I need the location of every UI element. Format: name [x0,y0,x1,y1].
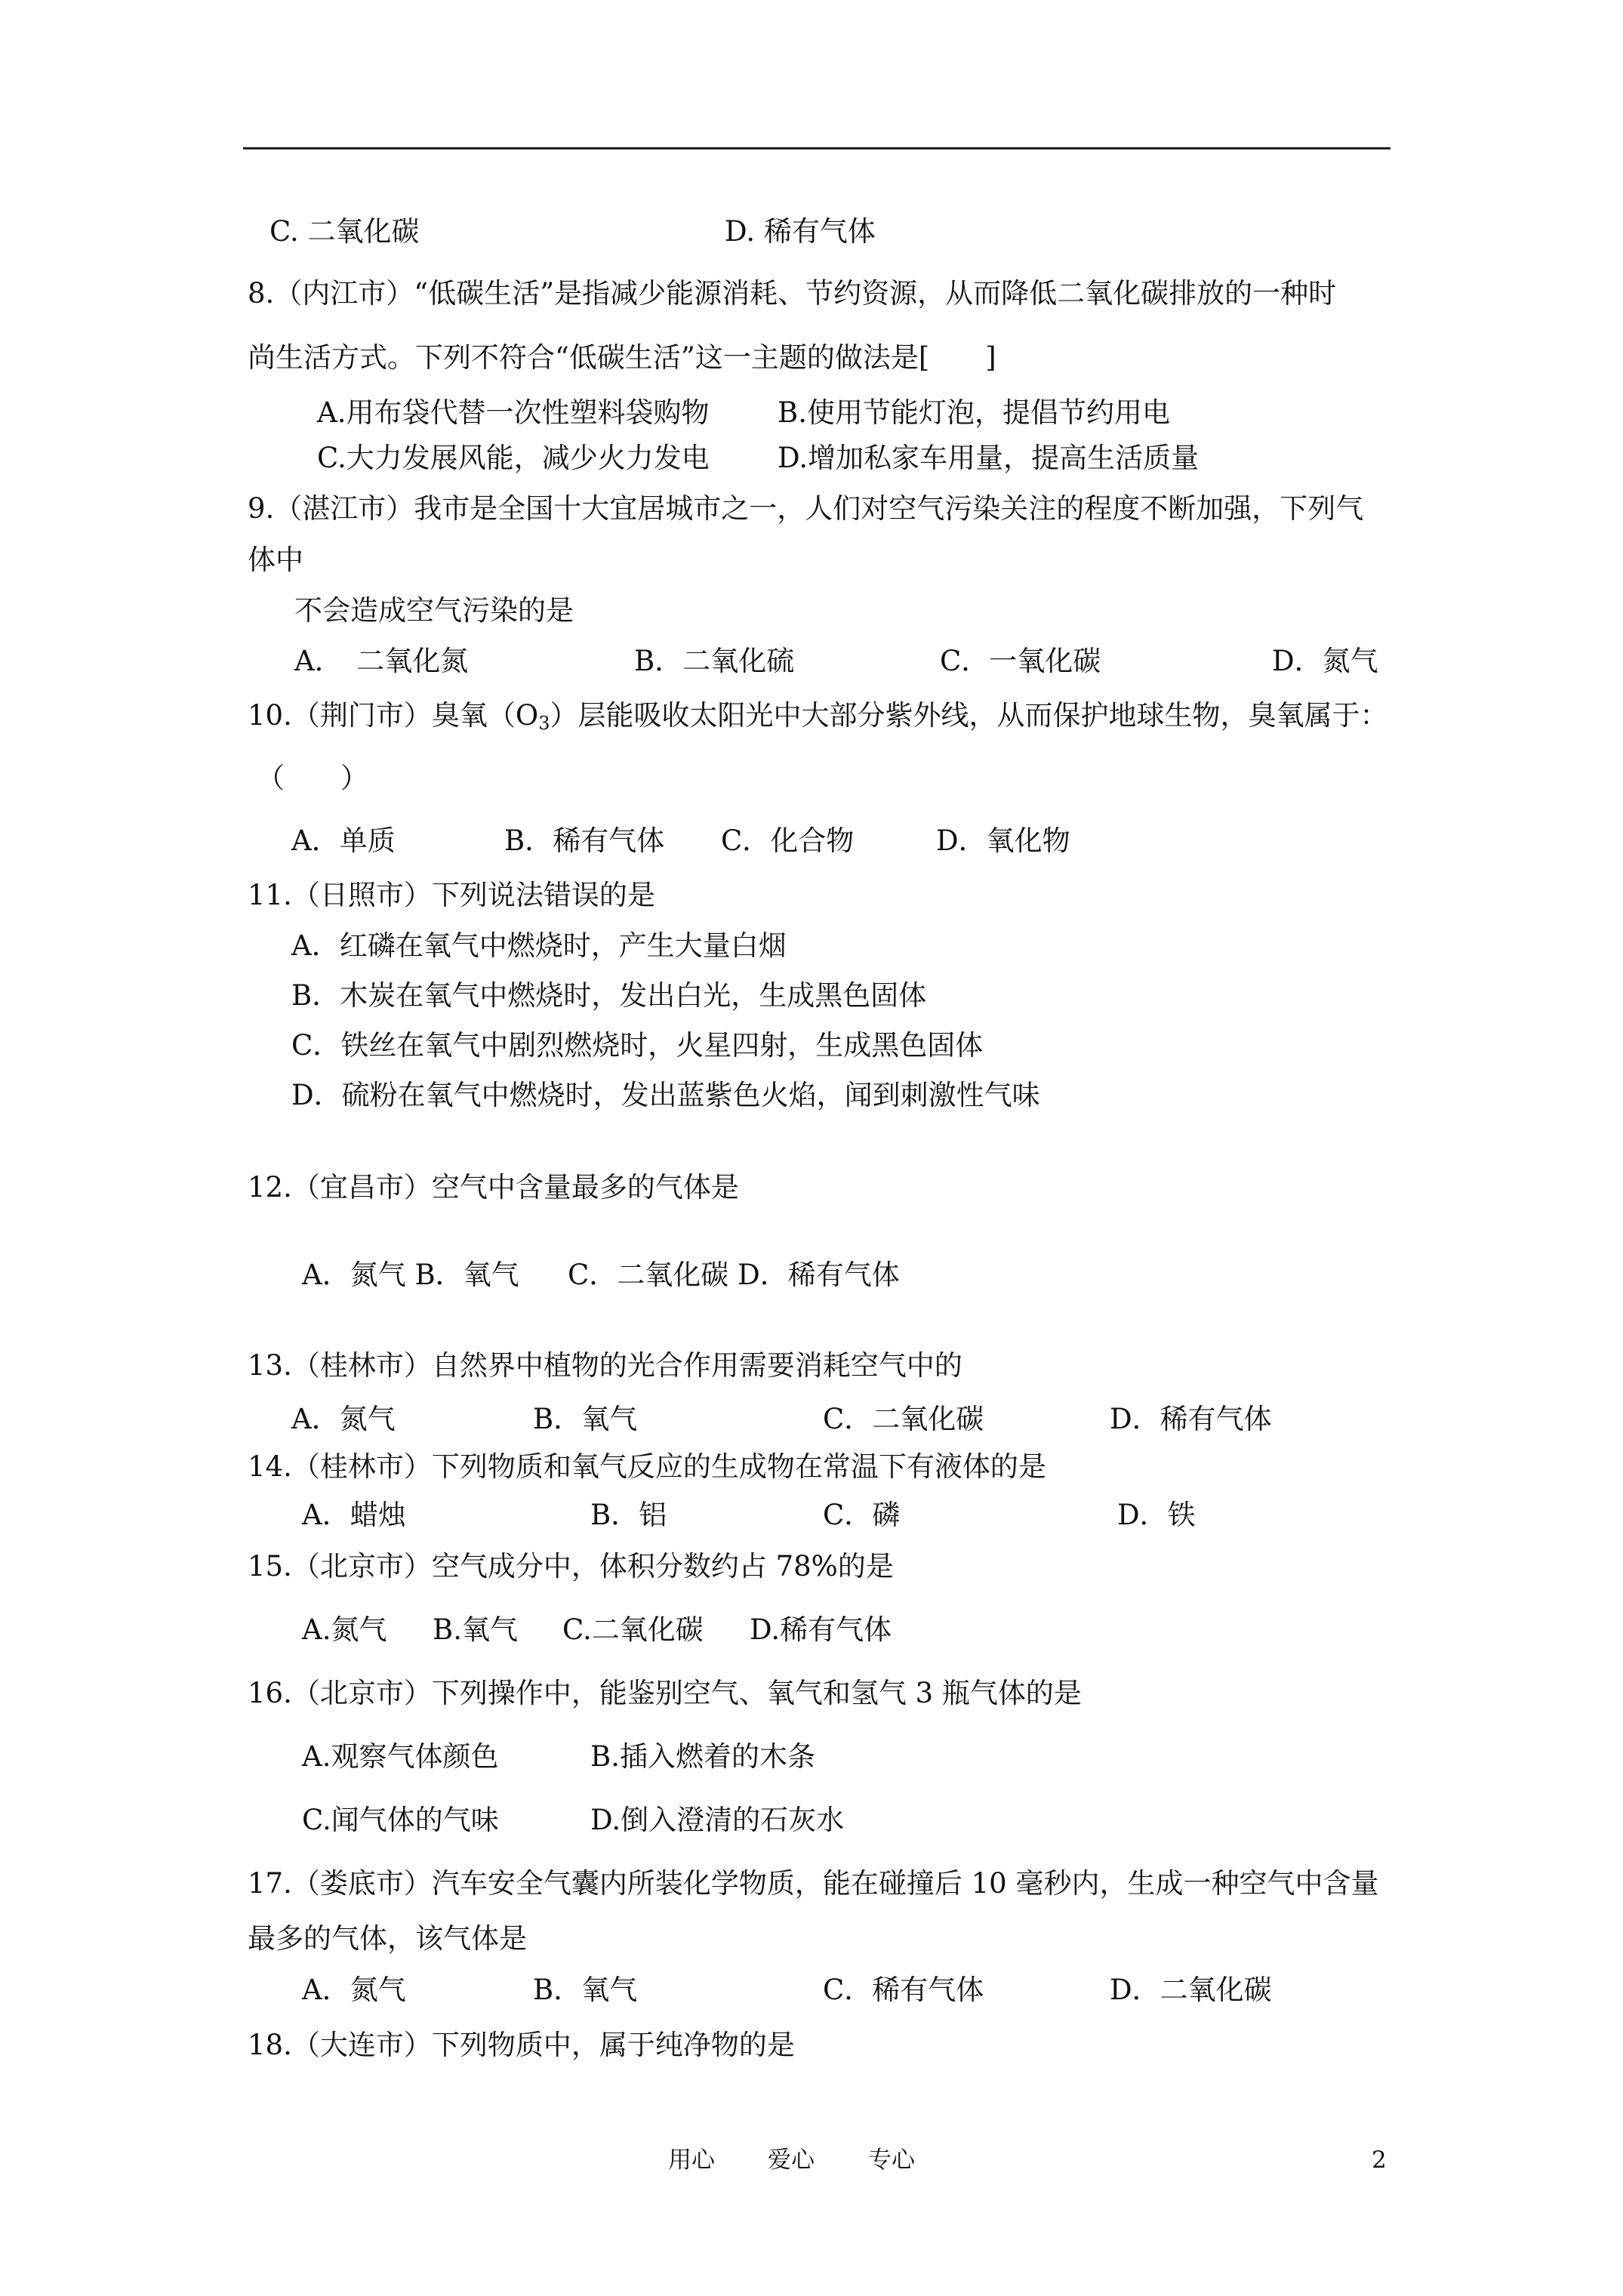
q11-option-b: B．木炭在氧气中燃烧时，发出白光，生成黑色固体 [291,979,927,1012]
q7-option-c: C. 二氧化碳 [269,215,420,248]
q9-option-d: D．氮气 [1272,645,1378,677]
q13-option-d: D．稀有气体 [1110,1403,1272,1435]
q17-option-c: C．稀有气体 [823,1974,984,2006]
page-number: 2 [1372,2147,1387,2174]
q10-option-b: B．稀有气体 [504,824,665,857]
q14-option-c: C．磷 [823,1499,901,1531]
q13-stem: 13.（桂林市）自然界中植物的光合作用需要消耗空气中的 [248,1349,962,1382]
q15-stem: 15.（北京市）空气成分中，体积分数约占 78%的是 [248,1550,894,1583]
q14-option-b: B．铝 [590,1499,667,1531]
q15-option-b: B.氧气 [433,1613,518,1646]
q10-stem-post: ）层能吸收太阳光中大部分紫外线，从而保护地球生物，臭氧属于： [550,699,1388,732]
q17-stem-line1: 17.（娄底市）汽车安全气囊内所装化学物质，能在碰撞后 10 毫秒内，生成一种空气中含量 [248,1867,1379,1900]
q15-option-a: A.氮气 [302,1613,387,1646]
q17-stem-line2: 最多的气体，该气体是 [248,1922,527,1955]
q10-stem-subscript: 3 [538,713,550,734]
q17-option-a: A．氮气 [302,1974,406,2006]
q8-option-d: D.增加私家车用量，提高生活质量 [778,442,1200,474]
header-rule [243,147,1390,149]
footer-motto-2: 爱心 [768,2147,815,2174]
q16-stem: 16.（北京市）下列操作中，能鉴别空气、氧气和氢气 3 瓶气体的是 [248,1677,1082,1709]
q8-option-b: B.使用节能灯泡，提倡节约用电 [778,396,1170,429]
q8-option-a: A.用布袋代替一次性塑料袋购物 [317,396,710,429]
q12-option-cd: C．二氧化碳 D．稀有气体 [568,1259,900,1291]
q13-option-a: A．氮气 [291,1403,396,1435]
q16-option-a: A.观察气体颜色 [302,1740,499,1773]
q8-stem-line2: 尚生活方式。下列不符合“低碳生活”这一主题的做法是[ ] [248,341,996,374]
q9-option-a: A． 二氧化氮 [294,645,469,677]
q9-option-c: C．一氧化碳 [940,645,1101,677]
q17-option-b: B．氧气 [533,1974,638,2006]
q14-stem: 14.（桂林市）下列物质和氧气反应的生成物在常温下有液体的是 [248,1450,1046,1483]
q10-stem-pre: 10.（荆门市）臭氧（O [248,699,539,732]
q7-option-d: D. 稀有气体 [725,215,876,248]
q9-stem-line2: 体中 [248,544,303,576]
q9-option-b: B．二氧化硫 [634,645,795,677]
q10-answer-blank: （ ） [257,762,368,794]
q10-option-d: D．氧化物 [936,824,1070,857]
q13-option-b: B．氧气 [533,1403,638,1435]
q8-stem-line1: 8.（内江市）“低碳生活”是指减少能源消耗、节约资源，从而降低二氧化碳排放的一种时 [248,277,1337,310]
q16-option-d: D.倒入澄清的石灰水 [590,1804,845,1836]
q9-stem-line3: 不会造成空气污染的是 [294,594,574,627]
q13-option-c: C．二氧化碳 [823,1403,984,1435]
q11-option-a: A．红磷在氧气中燃烧时，产生大量白烟 [291,929,787,962]
q18-stem: 18.（大连市）下列物质中，属于纯净物的是 [248,2029,795,2061]
q8-option-c: C.大力发展风能，减少火力发电 [317,442,710,474]
q10-option-a: A．单质 [291,824,396,857]
q10-option-c: C．化合物 [721,824,855,857]
q16-option-c: C.闻气体的气味 [302,1804,499,1836]
q16-option-b: B.插入燃着的木条 [590,1740,815,1773]
q12-option-ab: A．氮气 B．氧气 [302,1259,519,1291]
q15-option-c: C.二氧化碳 [562,1613,704,1646]
q9-stem-line1: 9.（湛江市）我市是全国十大宜居城市之一，人们对空气污染关注的程度不断加强，下列气 [248,492,1364,525]
q12-stem: 12.（宜昌市）空气中含量最多的气体是 [248,1171,739,1203]
q11-stem: 11.（日照市）下列说法错误的是 [248,879,655,911]
q15-option-d: D.稀有气体 [750,1613,892,1646]
q17-option-d: D．二氧化碳 [1110,1974,1272,2006]
q14-option-d: D．铁 [1117,1499,1196,1531]
footer-motto-3: 专心 [868,2147,915,2174]
q10-stem [248,699,1388,734]
q11-option-c: C．铁丝在氧气中剧烈燃烧时，火星四射，生成黑色固体 [291,1029,984,1062]
q11-option-d: D．硫粉在氧气中燃烧时，发出蓝紫色火焰，闻到刺激性气味 [291,1079,1040,1111]
footer-motto-1: 用心 [668,2147,715,2174]
q14-option-a: A．蜡烛 [302,1499,406,1531]
